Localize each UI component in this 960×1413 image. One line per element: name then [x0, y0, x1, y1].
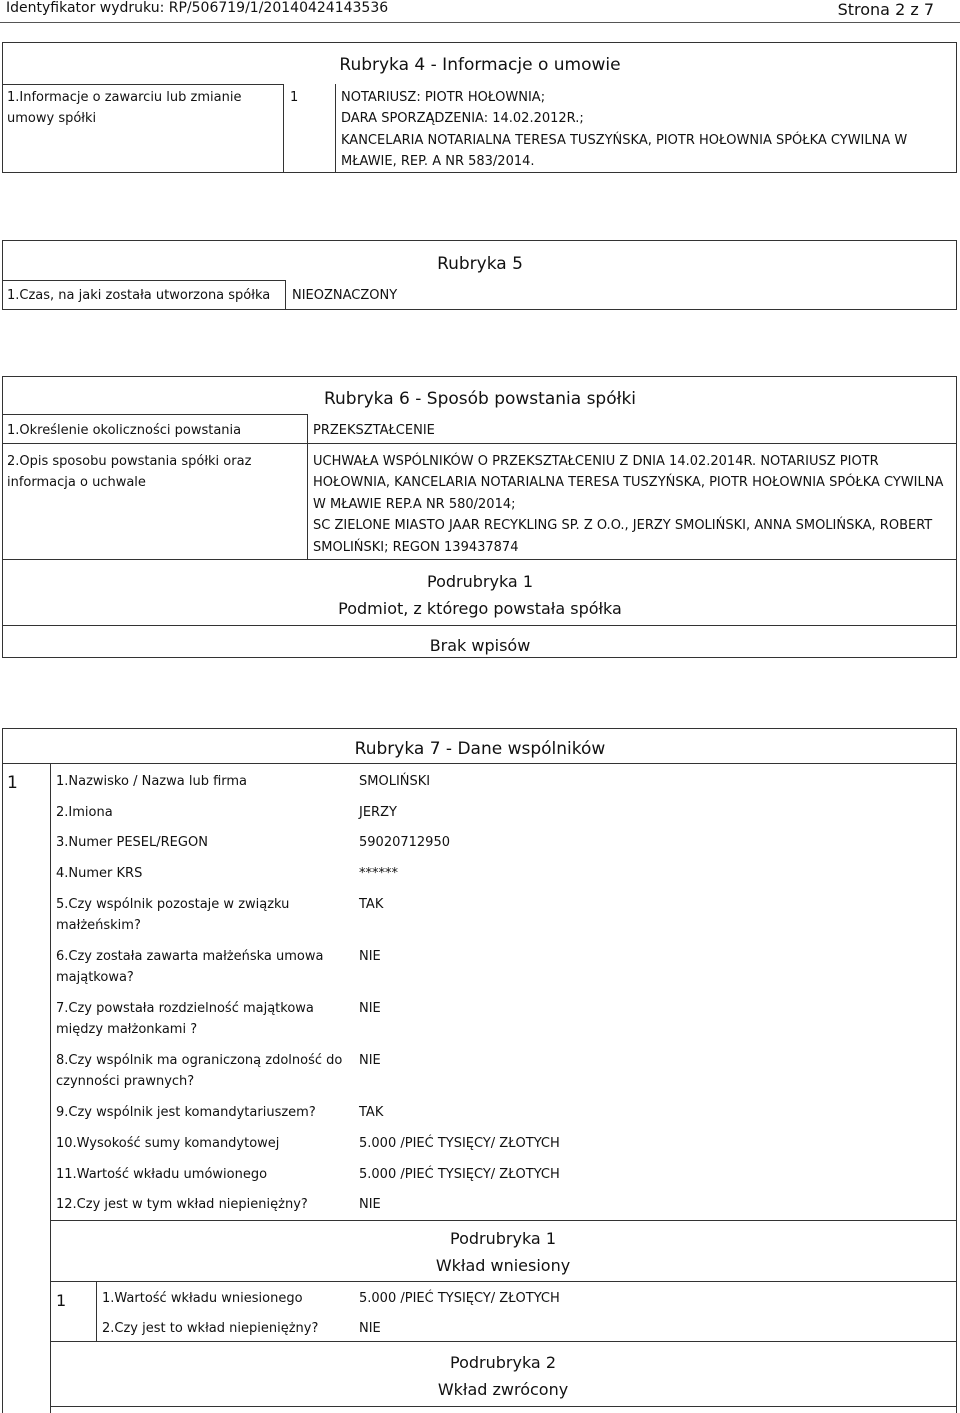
r7-sub1-subtitle: Wkład wniesiony — [435, 1256, 571, 1275]
r7-label: 6.Czy została zawarta małżeńska umowa — [56, 949, 324, 964]
r7-label: 2.Imiona — [56, 805, 113, 820]
r7-sub1-value: 5.000 /PIEĆ TYSIĘCY/ ZŁOTYCH — [359, 1291, 560, 1306]
r7-label: majątkowa? — [56, 970, 134, 985]
divider — [2, 763, 957, 764]
r7-value: NIE — [359, 1053, 381, 1068]
r7-value: JERZY — [359, 805, 397, 820]
divider — [50, 1341, 957, 1342]
r7-label: 1.Nazwisko / Nazwa lub firma — [56, 774, 248, 789]
r4-line: MŁAWIE, REP. A NR 583/2014. — [341, 154, 535, 169]
r4-label-2: umowy spółki — [7, 111, 97, 126]
r7-value: 59020712950 — [359, 835, 450, 850]
r7-sub2-subtitle: Wkład zwrócony — [437, 1380, 569, 1399]
r5-label: 1.Czas, na jaki została utworzona spółka — [7, 288, 271, 303]
r7-label: czynności prawnych? — [56, 1074, 195, 1089]
r7-value: TAK — [359, 897, 384, 912]
divider — [50, 763, 51, 1413]
r7-sub1-title: Podrubryka 1 — [450, 1229, 556, 1248]
divider — [335, 84, 336, 173]
divider — [2, 84, 283, 85]
print-id: Identyfikator wydruku: RP/506719/1/20140424143536 — [6, 0, 389, 16]
r6-row2-line: SMOLIŃSKI; REGON 139437874 — [313, 540, 519, 555]
r7-value: NIE — [359, 949, 381, 964]
r7-label: 10.Wysokość sumy komandytowej — [56, 1136, 280, 1151]
r7-value: ****** — [359, 866, 398, 881]
r7-label: 11.Wartość wkładu umówionego — [56, 1167, 268, 1182]
r7-label: 12.Czy jest w tym wkład niepieniężny? — [56, 1197, 308, 1212]
r7-value: 5.000 /PIEĆ TYSIĘCY/ ZŁOTYCH — [359, 1167, 560, 1182]
r6-row2-line: HOŁOWNIA, KANCELARIA NOTARIALNA TERESA TUSZYŃSKA, PIOTR HOŁOWNIA SPÓŁKA CYWILNA — [313, 475, 944, 490]
r6-row1-value: PRZEKSZTAŁCENIE — [313, 423, 435, 438]
r5-value: NIEOZNACZONY — [292, 288, 398, 303]
r4-line: NOTARIUSZ: PIOTR HOŁOWNIA; — [341, 90, 546, 105]
r7-value: SMOLIŃSKI — [359, 774, 431, 789]
rubryka-4-title: Rubryka 4 - Informacje o umowie — [339, 55, 621, 75]
r7-sub1-label: 2.Czy jest to wkład niepieniężny? — [102, 1321, 319, 1336]
r4-label-1: 1.Informacje o zawarciu lub zmianie — [7, 90, 242, 105]
r7-label: 8.Czy wspólnik ma ograniczoną zdolność do — [56, 1053, 343, 1068]
r7-label: 5.Czy wspólnik pozostaje w związku — [56, 897, 290, 912]
r4-line: KANCELARIA NOTARIALNA TERESA TUSZYŃSKA, PIOTR HOŁOWNIA SPÓŁKA CYWILNA W — [341, 133, 908, 148]
r7-value: NIE — [359, 1197, 381, 1212]
r7-sub1-label: 1.Wartość wkładu wniesionego — [102, 1291, 303, 1306]
divider — [285, 280, 286, 310]
r7-label: między małżonkami ? — [56, 1022, 198, 1037]
r6-row2-line: W MŁAWIE REP.A NR 580/2014; — [313, 497, 516, 512]
rubryka-6-title: Rubryka 6 - Sposób powstania spółki — [323, 389, 637, 409]
divider — [2, 443, 957, 444]
r7-label: 7.Czy powstała rozdzielność majątkowa — [56, 1001, 314, 1016]
divider — [2, 280, 285, 281]
r4-num: 1 — [290, 90, 299, 105]
divider — [307, 414, 308, 559]
r7-label: 9.Czy wspólnik jest komandytariuszem? — [56, 1105, 316, 1120]
r7-label: 3.Numer PESEL/REGON — [56, 835, 208, 850]
divider — [283, 84, 284, 173]
divider — [50, 1220, 957, 1221]
r6-sub-empty: Brak wpisów — [429, 636, 531, 655]
header-divider — [0, 22, 960, 23]
divider — [96, 1281, 97, 1341]
r6-row2-label: informacja o uchwale — [7, 475, 146, 490]
r7-value: TAK — [359, 1105, 384, 1120]
divider — [2, 625, 957, 626]
divider — [2, 414, 307, 415]
r6-row2-line: UCHWAŁA WSPÓLNIKÓW O PRZEKSZTAŁCENIU Z DNIA 14.02.2014R. NOTARIUSZ PIOTR — [313, 454, 879, 469]
r7-num: 1 — [7, 773, 18, 793]
r6-row2-label: 2.Opis sposobu powstania spółki oraz — [7, 454, 252, 469]
r6-sub-title: Podrubryka 1 — [427, 572, 533, 591]
rubryka-5-title: Rubryka 5 — [437, 254, 523, 274]
r6-sub-subtitle: Podmiot, z którego powstała spółka — [338, 599, 622, 618]
r7-sub2-title: Podrubryka 2 — [450, 1353, 556, 1372]
divider — [2, 559, 957, 560]
r7-value: NIE — [359, 1001, 381, 1016]
r6-row1-label: 1.Określenie okoliczności powstania — [7, 423, 242, 438]
r7-value: 5.000 /PIEĆ TYSIĘCY/ ZŁOTYCH — [359, 1136, 560, 1151]
r7-sub1-num: 1 — [56, 1291, 67, 1310]
divider — [50, 1406, 957, 1407]
r7-label: małżeńskim? — [56, 918, 141, 933]
divider — [50, 1281, 957, 1282]
r7-sub1-value: NIE — [359, 1321, 381, 1336]
page-number: Strona 2 z 7 — [837, 0, 934, 19]
r7-label: 4.Numer KRS — [56, 866, 143, 881]
rubryka-7-title: Rubryka 7 - Dane wspólników — [354, 739, 606, 759]
r6-row2-line: SC ZIELONE MIASTO JAAR RECYKLING SP. Z O.O., JERZY SMOLIŃSKI, ANNA SMOLIŃSKA, ROBERT — [313, 518, 933, 533]
r4-line: DARA SPORZĄDZENIA: 14.02.2012R.; — [341, 111, 584, 126]
